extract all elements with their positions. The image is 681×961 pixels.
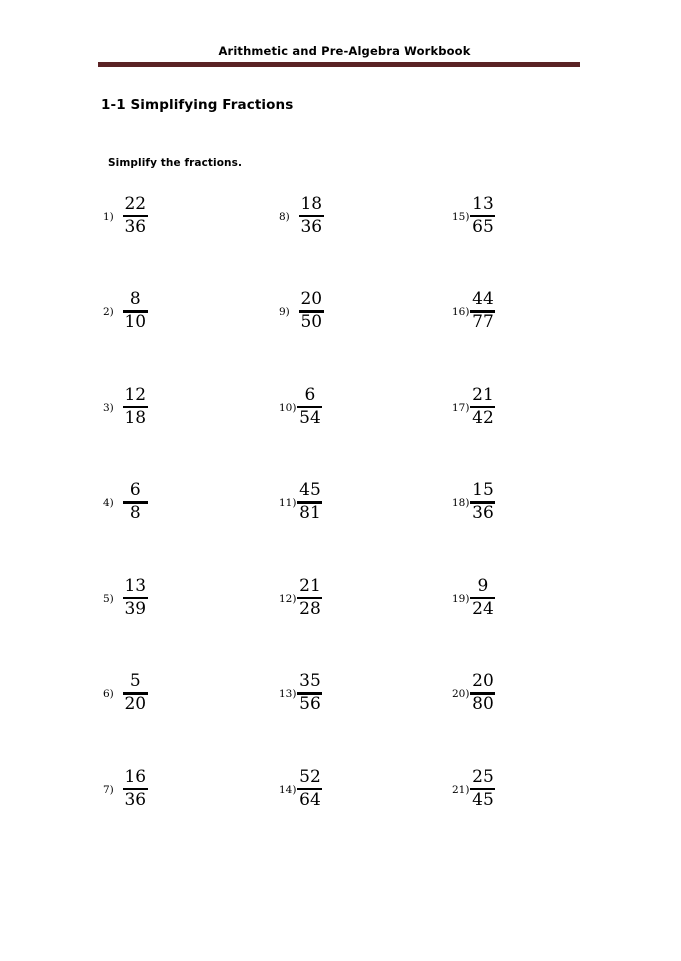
fraction-denominator: 56	[299, 694, 321, 715]
fraction-numerator: 6	[304, 384, 316, 405]
problem-number: 16)	[452, 306, 470, 319]
fraction-denominator: 36	[300, 216, 323, 237]
problem-item[interactable]	[279, 759, 322, 819]
fraction	[470, 291, 495, 332]
problem-number: 18)	[452, 497, 470, 510]
fraction	[297, 766, 322, 810]
workbook-title: Arithmetic and Pre-Algebra Workbook	[218, 44, 471, 58]
problem-number: 17)	[452, 401, 470, 414]
problem-number: 10)	[279, 401, 297, 414]
problem-number: 13)	[279, 688, 297, 701]
problem-item[interactable]	[103, 186, 148, 246]
fraction-numerator: 12	[124, 384, 147, 405]
problem-number: 21)	[452, 783, 470, 796]
fraction-denominator: 10	[124, 312, 147, 333]
fraction-denominator: 36	[124, 789, 147, 810]
problem-number: 4)	[103, 497, 114, 510]
fraction-numerator: 9	[477, 575, 489, 596]
problem-item[interactable]	[279, 186, 324, 246]
problem-item[interactable]	[452, 186, 495, 246]
problem-number: 3)	[103, 401, 114, 414]
problem-number: 12)	[279, 592, 297, 605]
problem-item[interactable]	[452, 377, 495, 437]
fraction-denominator: 80	[472, 694, 494, 715]
fraction-numerator: 22	[124, 193, 147, 214]
fraction-numerator: 13	[472, 193, 494, 214]
fraction-numerator: 44	[472, 289, 494, 310]
fraction-numerator: 52	[299, 766, 321, 787]
fraction-numerator: 6	[129, 480, 141, 501]
fraction-denominator: 50	[300, 312, 323, 333]
fraction-denominator: 77	[472, 312, 494, 333]
problem-number: 7)	[103, 783, 114, 796]
fraction-denominator: 20	[124, 694, 147, 715]
fraction-numerator: 25	[472, 766, 494, 787]
problem-number: 5)	[103, 592, 114, 605]
fraction-numerator: 5	[129, 671, 141, 692]
fraction-denominator: 65	[472, 216, 494, 237]
fraction-denominator: 8	[129, 503, 141, 524]
problem-row	[0, 759, 681, 855]
fraction	[297, 482, 322, 523]
fraction	[123, 673, 148, 714]
problem-number: 15)	[452, 210, 470, 223]
fraction-numerator: 20	[300, 289, 323, 310]
fraction-numerator: 21	[472, 384, 494, 405]
problem-item[interactable]	[103, 664, 148, 724]
fraction	[299, 193, 324, 237]
fraction	[297, 673, 322, 714]
fraction-denominator: 81	[299, 503, 321, 524]
problem-item[interactable]	[103, 759, 148, 819]
fraction-numerator: 16	[124, 766, 147, 787]
problem-number: 14)	[279, 783, 297, 796]
fraction	[470, 766, 495, 810]
fraction-denominator: 45	[472, 789, 494, 810]
problem-number: 20)	[452, 688, 470, 701]
fraction	[470, 384, 495, 428]
problem-number: 11)	[279, 497, 297, 510]
fraction-denominator: 39	[124, 598, 147, 619]
header-divider-rule	[98, 62, 580, 67]
problem-item[interactable]	[452, 664, 495, 724]
problem-row	[0, 282, 681, 378]
problem-item[interactable]	[103, 473, 148, 533]
problem-row	[0, 664, 681, 760]
fraction	[123, 482, 148, 523]
fraction	[123, 193, 148, 237]
fraction	[123, 766, 148, 810]
fraction	[470, 482, 495, 523]
problem-item[interactable]	[279, 377, 322, 437]
fraction	[123, 575, 148, 619]
problem-row	[0, 377, 681, 473]
fraction-denominator: 36	[472, 503, 494, 524]
problem-row	[0, 568, 681, 664]
problem-item[interactable]	[279, 282, 324, 342]
problem-number: 1)	[103, 210, 114, 223]
problem-number: 8)	[279, 210, 290, 223]
fraction-numerator: 8	[129, 289, 141, 310]
fraction-numerator: 35	[299, 671, 321, 692]
fraction-numerator: 20	[472, 671, 494, 692]
fraction-denominator: 64	[299, 789, 321, 810]
page-header	[0, 44, 681, 58]
fraction-denominator: 24	[472, 598, 494, 619]
fraction-numerator: 45	[299, 480, 321, 501]
problem-number: 9)	[279, 306, 290, 319]
fraction-numerator: 15	[472, 480, 494, 501]
fraction	[297, 384, 322, 428]
fraction-denominator: 18	[124, 407, 147, 428]
fraction-denominator: 28	[299, 598, 321, 619]
fraction-numerator: 21	[299, 575, 321, 596]
problem-item[interactable]	[103, 377, 148, 437]
problem-item[interactable]	[452, 473, 495, 533]
problem-number: 2)	[103, 306, 114, 319]
problem-row	[0, 186, 681, 282]
fraction	[470, 575, 495, 619]
fraction-numerator: 13	[124, 575, 147, 596]
problem-item[interactable]	[452, 282, 495, 342]
fraction-denominator: 54	[299, 407, 321, 428]
fraction-numerator: 18	[300, 193, 323, 214]
fraction-denominator: 42	[472, 407, 494, 428]
instruction-text: Simplify the fractions.	[108, 157, 243, 169]
fraction	[299, 291, 324, 332]
problem-item[interactable]	[452, 759, 495, 819]
problem-item[interactable]	[279, 568, 322, 628]
fraction	[297, 575, 322, 619]
fraction	[470, 673, 495, 714]
fraction	[123, 384, 148, 428]
problem-grid	[0, 186, 681, 855]
problem-row	[0, 473, 681, 569]
fraction	[470, 193, 495, 237]
fraction	[123, 291, 148, 332]
problem-item[interactable]	[279, 664, 322, 724]
problem-item[interactable]	[103, 568, 148, 628]
problem-item[interactable]	[103, 282, 148, 342]
problem-item[interactable]	[279, 473, 322, 533]
fraction-denominator: 36	[124, 216, 147, 237]
section-title: 1-1 Simplifying Fractions	[101, 97, 294, 113]
problem-number: 6)	[103, 688, 114, 701]
problem-number: 19)	[452, 592, 470, 605]
problem-item[interactable]	[452, 568, 495, 628]
